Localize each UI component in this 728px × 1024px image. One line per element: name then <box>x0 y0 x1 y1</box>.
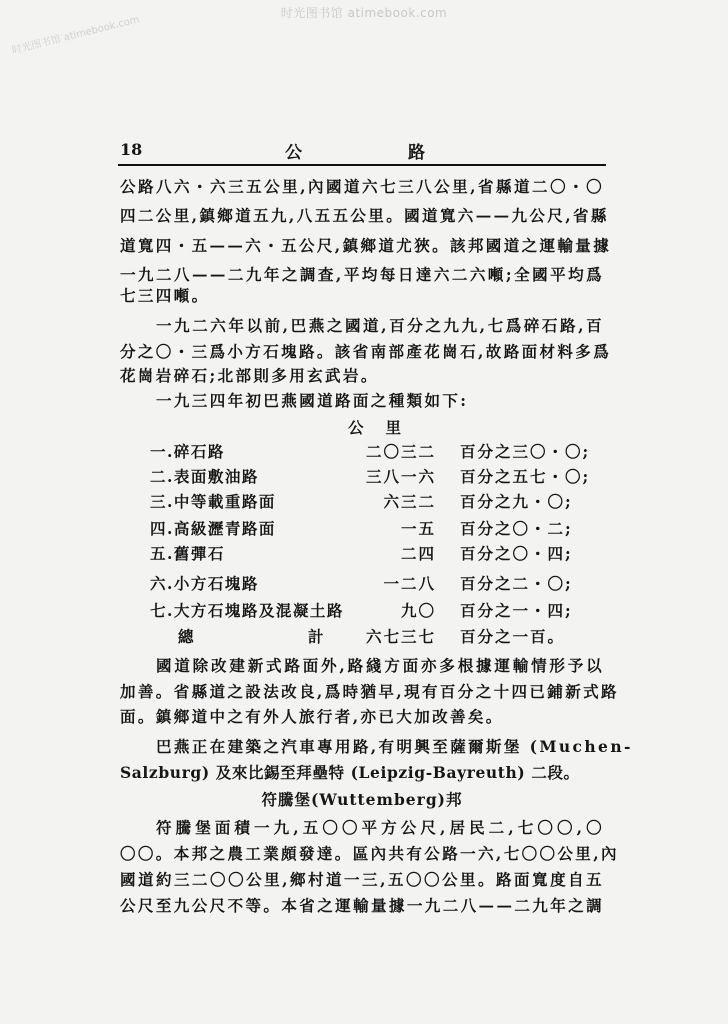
row-km: 一二八 <box>383 574 436 593</box>
row-percent: 百分之九・〇; <box>460 492 573 511</box>
row-percent: 百分之二・〇; <box>460 574 573 593</box>
page-number: 18 <box>120 140 143 159</box>
text-line: 公尺至九公尺不等。本省之運輸量據一九二八——二九年之調 <box>120 896 604 915</box>
table-row <box>150 518 604 540</box>
text-line: 國道除改建新式路面外,路綫方面亦多根據運輸情形予以 <box>156 656 604 675</box>
section-heading: 符騰堡(Wuttemberg)邦 <box>261 790 463 809</box>
text-line: 面。鎮鄉道中之有外人旅行者,亦已大加改善矣。 <box>120 707 504 726</box>
table-total-row <box>150 626 604 648</box>
row-percent: 百分之〇・二; <box>460 519 573 538</box>
running-title-part2: 路 <box>408 143 425 163</box>
row-label: 七.大方石塊路及混凝土路 <box>150 601 344 620</box>
table-row <box>150 491 604 513</box>
total-percent: 百分之一百。 <box>460 627 566 646</box>
running-title-part1: 公 <box>285 143 302 163</box>
table-row <box>150 543 604 565</box>
total-label-b: 計 <box>308 627 324 646</box>
total-km: 六七三七 <box>365 627 436 646</box>
watermark-diagonal: 时光图书馆 atimebook.com <box>10 14 141 57</box>
row-label: 五.舊彈石 <box>150 544 225 563</box>
row-km: 二〇三二 <box>365 442 436 461</box>
row-percent: 百分之〇・四; <box>460 544 573 563</box>
text-line: 七三四噸。 <box>120 286 210 305</box>
row-km: 九〇 <box>400 601 436 620</box>
text-line: 道寬四・五——六・五公尺,鎮鄉道尤狹。該邦國道之運輸量據 <box>120 236 612 255</box>
text-line: 花崗岩碎石;北部則多用玄武岩。 <box>120 366 379 385</box>
text-line: 一九二八——二九年之調查,平均每日達六二六噸;全國平均爲 <box>120 265 604 284</box>
row-label: 二.表面敷油路 <box>150 467 259 486</box>
row-km: 六三二 <box>383 492 436 511</box>
row-label: 四.高級瀝青路面 <box>150 519 276 538</box>
table-unit-header: 公里 <box>348 418 424 437</box>
watermark-top: 时光图书馆 atimebook.com <box>280 6 448 20</box>
header-rule <box>118 164 606 166</box>
row-label: 三.中等載重路面 <box>150 492 276 511</box>
table-row <box>150 600 604 622</box>
row-percent: 百分之一・四; <box>460 601 573 620</box>
text-line: 公路八六・六三五公里,內國道六七三八公里,省縣道二〇・〇 <box>120 177 604 196</box>
row-percent: 百分之五七・〇; <box>460 467 591 486</box>
table-row <box>150 573 604 595</box>
text-line: 加善。省縣道之設法改良,爲時猶早,現有百分之十四已鋪新式路 <box>120 682 619 701</box>
row-percent: 百分之三〇・〇; <box>460 442 591 461</box>
page-header <box>120 140 604 162</box>
text-line: Salzburg) 及來比錫至拜壘特 (Leipzig-Bayreuth) 二段。 <box>120 763 580 782</box>
row-km: 二四 <box>400 544 436 563</box>
table-row <box>150 466 604 488</box>
text-line: 四二公里,鎮鄉道五九,八五五公里。國道寬六——九公尺,省縣 <box>120 206 609 225</box>
text-line: 分之〇・三爲小方石塊路。該省南部產花崗石,故路面材料多爲 <box>120 342 612 361</box>
table-row <box>150 441 604 463</box>
text-line: 巴燕正在建築之汽車專用路,有明興至薩爾斯堡 (Muchen- <box>156 737 633 756</box>
text-line: 一九二六年以前,巴燕之國道,百分之九九,七爲碎石路,百 <box>156 316 604 335</box>
total-label-a: 總 <box>178 627 194 646</box>
row-km: 三八一六 <box>365 467 436 486</box>
row-label: 六.小方石塊路 <box>150 574 259 593</box>
row-label: 一.碎石路 <box>150 442 225 461</box>
text-line: 一九三四年初巴燕國道路面之種類如下: <box>156 391 469 410</box>
text-line: 符騰堡面積一九,五〇〇平方公尺,居民二,七〇〇,〇 <box>156 818 604 837</box>
text-line: 國道約三二〇〇公里,鄉村道一三,五〇〇公里。路面寬度自五 <box>120 870 604 889</box>
row-km: 一五 <box>400 519 436 538</box>
text-line: 〇〇。本邦之農工業頗發達。區內共有公路一六,七〇〇公里,內 <box>120 844 619 863</box>
